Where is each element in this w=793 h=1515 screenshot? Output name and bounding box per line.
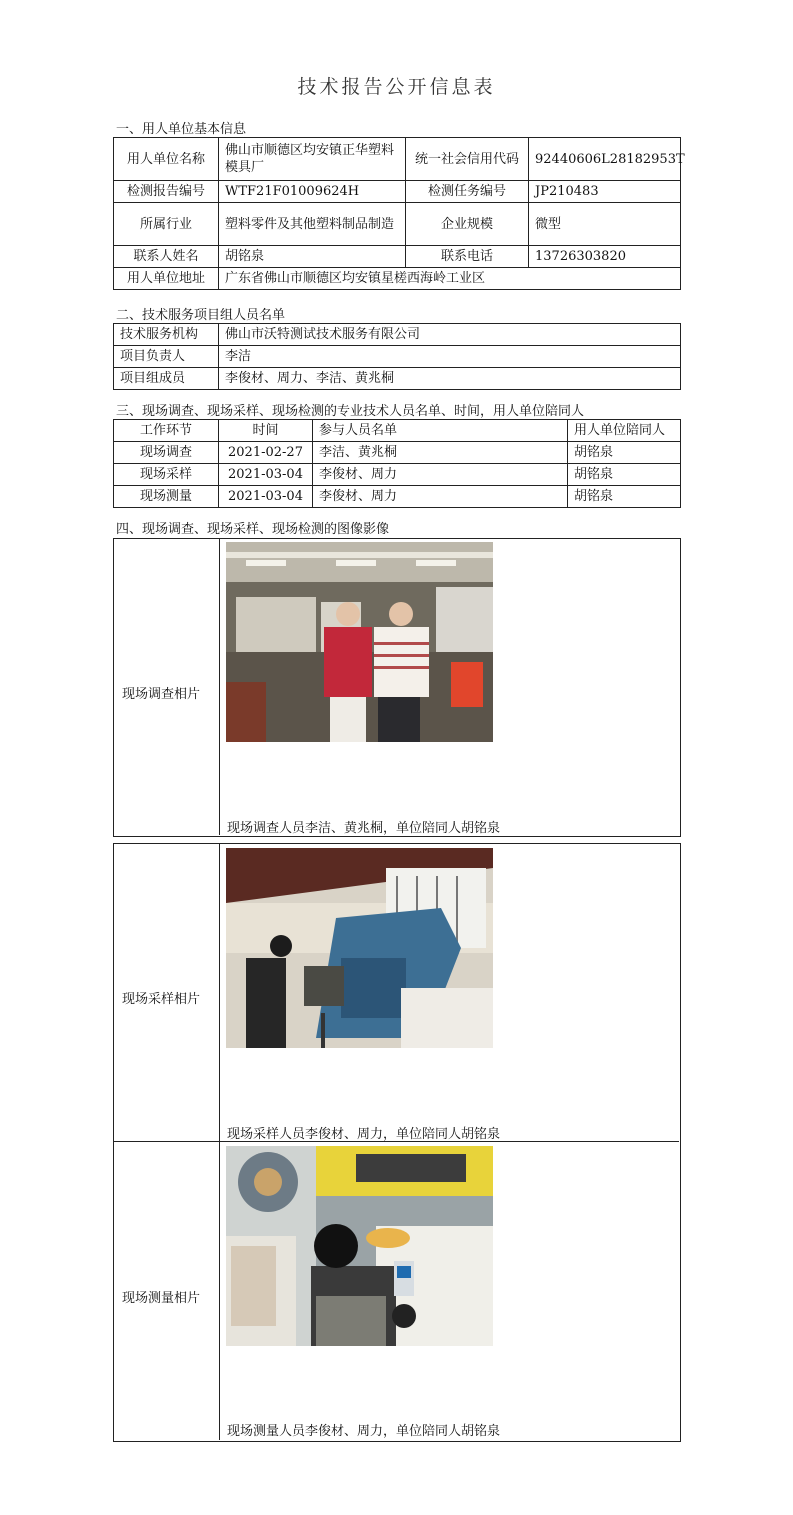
label-address: 用人单位地址: [114, 268, 219, 290]
value-unit-name: 佛山市顺德区均安镇正华塑料模具厂: [219, 138, 406, 181]
value-members: 李俊材、周力、李洁、黄兆桐: [219, 368, 681, 390]
table-row: [114, 246, 681, 268]
survey-photo: [226, 542, 493, 742]
label-credit-code: 统一社会信用代码: [406, 138, 529, 181]
value-phone: 13726303820: [529, 246, 681, 268]
table-row: [114, 464, 681, 486]
value-industry: 塑料零件及其他塑料制品制造: [219, 203, 406, 246]
photo-label-measure: 现场测量相片: [122, 1291, 201, 1306]
label-leader: 项目负责人: [114, 346, 219, 368]
table-row: [114, 268, 681, 290]
label-task-no: 检测任务编号: [406, 181, 529, 203]
label-contact: 联系人姓名: [114, 246, 219, 268]
table-row: [114, 324, 681, 346]
label-scale: 企业规模: [406, 203, 529, 246]
cell-time: 2021-03-04: [219, 464, 313, 486]
section3-heading: 三、现场调查、现场采样、现场检测的专业技术人员名单、时间，用人单位陪同人: [116, 404, 585, 419]
cell-stage: 现场调查: [114, 442, 219, 464]
photo-label-sampling: 现场采样相片: [122, 992, 201, 1007]
sampling-photo: [226, 848, 493, 1048]
table-row: [114, 346, 681, 368]
label-industry: 所属行业: [114, 203, 219, 246]
value-task-no: JP210483: [529, 181, 681, 203]
section2-heading: 二、技术服务项目组人员名单: [116, 308, 286, 323]
divider: [219, 538, 220, 835]
cell-participants: 李俊材、周力: [313, 486, 568, 508]
cell-escort: 胡铭泉: [568, 464, 681, 486]
value-address: 广东省佛山市顺德区均安镇星槎西海岭工业区: [219, 268, 681, 290]
cell-time: 2021-03-04: [219, 486, 313, 508]
page-title: 技术报告公开信息表: [297, 76, 496, 98]
cell-time: 2021-02-27: [219, 442, 313, 464]
team-table: [113, 323, 681, 390]
cell-escort: 胡铭泉: [568, 442, 681, 464]
header-escort: 用人单位陪同人: [568, 420, 681, 442]
value-agency: 佛山市沃特测试技术服务有限公司: [219, 324, 681, 346]
value-credit-code: 92440606L28182953T: [529, 138, 681, 181]
table-row: [114, 203, 681, 246]
cell-participants: 李俊材、周力: [313, 464, 568, 486]
unit-info-table: [113, 137, 685, 290]
table-header-row: [114, 420, 681, 442]
cell-stage: 现场采样: [114, 464, 219, 486]
header-stage: 工作环节: [114, 420, 219, 442]
divider: [219, 843, 220, 1440]
photo-caption-measure: 现场测量人员李俊材、周力，单位陪同人胡铭泉: [227, 1424, 501, 1439]
section1-heading: 一、用人单位基本信息: [116, 122, 247, 137]
cell-participants: 李洁、黄兆桐: [313, 442, 568, 464]
label-unit-name: 用人单位名称: [114, 138, 219, 181]
label-report-no: 检测报告编号: [114, 181, 219, 203]
header-time: 时间: [219, 420, 313, 442]
value-report-no: WTF21F01009624H: [219, 181, 406, 203]
table-row: [114, 486, 681, 508]
section4-heading: 四、现场调查、现场采样、现场检测的图像影像: [116, 522, 390, 537]
table-row: [114, 138, 681, 181]
value-contact: 胡铭泉: [219, 246, 406, 268]
label-phone: 联系电话: [406, 246, 529, 268]
photo-caption-survey: 现场调查人员李洁、黄兆桐，单位陪同人胡铭泉: [227, 821, 501, 836]
value-leader: 李洁: [219, 346, 681, 368]
photo-label-survey: 现场调查相片: [122, 687, 201, 702]
label-agency: 技术服务机构: [114, 324, 219, 346]
photo-caption-sampling: 现场采样人员李俊材、周力，单位陪同人胡铭泉: [227, 1127, 501, 1142]
table-row: [114, 181, 681, 203]
value-scale: 微型: [529, 203, 681, 246]
measurement-photo: [226, 1146, 493, 1346]
table-row: [114, 368, 681, 390]
label-members: 项目组成员: [114, 368, 219, 390]
cell-stage: 现场测量: [114, 486, 219, 508]
personnel-table: [113, 419, 681, 508]
cell-escort: 胡铭泉: [568, 486, 681, 508]
header-participants: 参与人员名单: [313, 420, 568, 442]
table-row: [114, 442, 681, 464]
